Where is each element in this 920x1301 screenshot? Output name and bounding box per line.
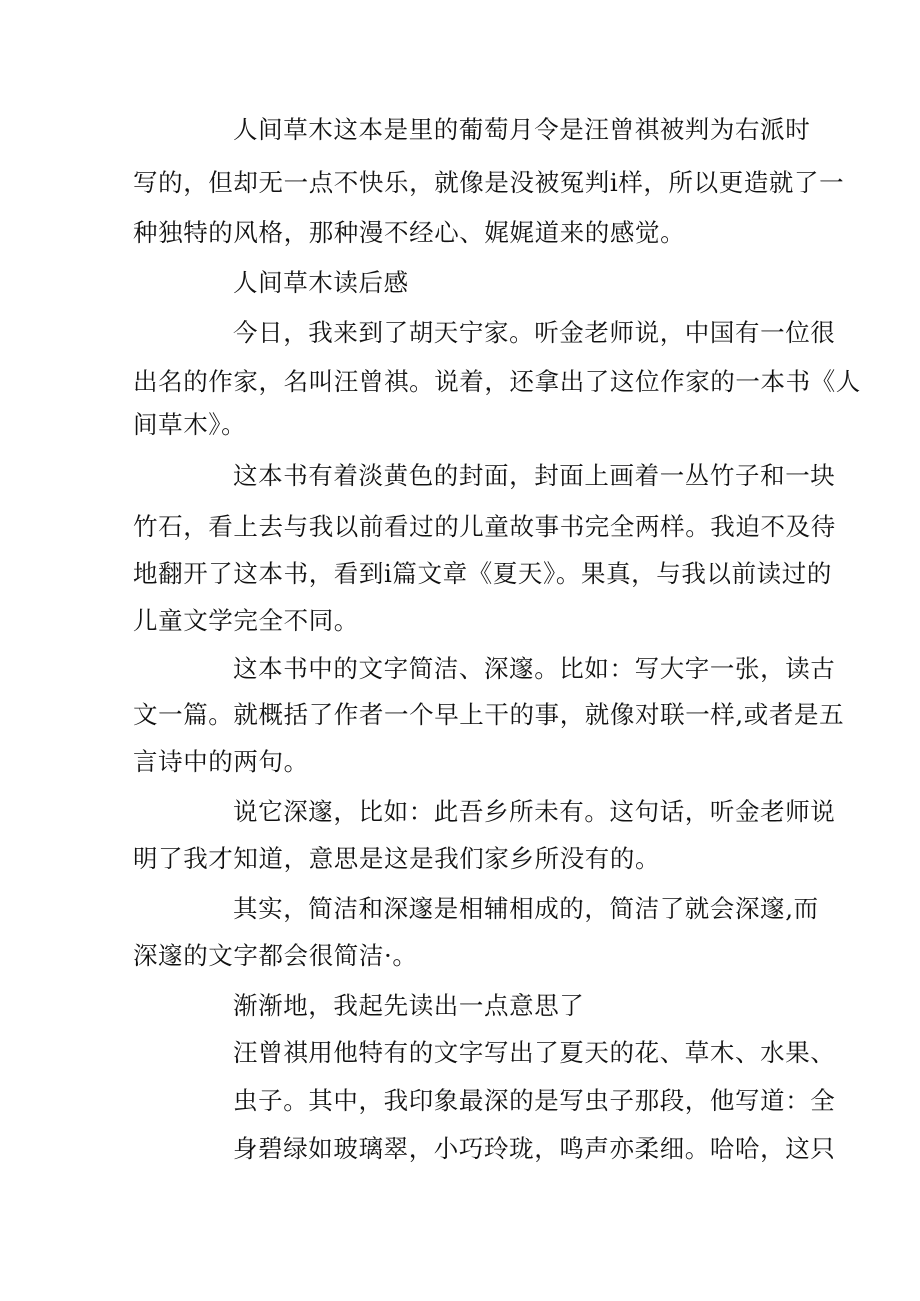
paragraph-8-line-2: 虫子。其中，我印象最深的是写虫子那段，他写道：全 bbox=[233, 1086, 836, 1115]
section-title: 人间草木读后感 bbox=[233, 268, 409, 297]
paragraph-3-line-1: 这本书有着淡黄色的封面，封面上画着一丛竹子和一块 bbox=[233, 461, 836, 490]
paragraph-4-line-1: 这本书中的文字简洁、深邃。比如：写大字一张，读古 bbox=[233, 654, 836, 683]
paragraph-2-line-1: 今日，我来到了胡天宁家。听金老师说，中国有一位很 bbox=[233, 318, 836, 347]
paragraph-8-line-1: 汪曾祺用他特有的文字写出了夏天的花、草木、水果、 bbox=[233, 1038, 836, 1067]
paragraph-3-line-2: 竹石，看上去与我以前看过的儿童故事书完全两样。我迫不及待 bbox=[133, 512, 836, 541]
paragraph-6-line-1: 其实，简洁和深邃是相辅相成的，简洁了就会深邃,而 bbox=[233, 894, 819, 923]
paragraph-6-line-2: 深邃的文字都会很简洁·。 bbox=[133, 941, 418, 970]
paragraph-4-line-2: 文一篇。就概括了作者一个早上干的事，就像对联一样,或者是五 bbox=[133, 700, 845, 729]
paragraph-7-line-1: 渐渐地，我起先读出一点意思了 bbox=[233, 991, 585, 1020]
paragraph-1-line-1: 人间草木这本是里的葡萄月令是汪曾祺被判为右派时 bbox=[233, 115, 811, 144]
paragraph-8-line-3: 身碧绿如玻璃翠，小巧玲珑，鸣声亦柔细。哈哈，这只 bbox=[233, 1134, 836, 1163]
paragraph-5-line-1: 说它深邃，比如：此吾乡所未有。这句话，听金老师说 bbox=[233, 797, 836, 826]
paragraph-1-line-3: 种独特的风格，那种漫不经心、娓娓道来的感觉。 bbox=[133, 218, 686, 247]
paragraph-2-line-3: 间草木》。 bbox=[133, 410, 247, 439]
paragraph-5-line-2: 明了我才知道，意思是这是我们家乡所没有的。 bbox=[133, 844, 661, 873]
paragraph-2-line-2: 出名的作家，名叫汪曾祺。说着，还拿出了这位作家的一本书《人 bbox=[133, 367, 861, 396]
paragraph-1-line-2: 写的，但却无一点不快乐，就像是没被冤判i样，所以更造就了一 bbox=[133, 168, 845, 197]
paragraph-4-line-3: 言诗中的两句。 bbox=[133, 747, 309, 776]
paragraph-3-line-4: 儿童文学完全不同。 bbox=[133, 606, 359, 635]
paragraph-3-line-3: 地翻开了这本书，看到i篇文章《夏天》。果真，与我以前读过的 bbox=[133, 559, 832, 588]
